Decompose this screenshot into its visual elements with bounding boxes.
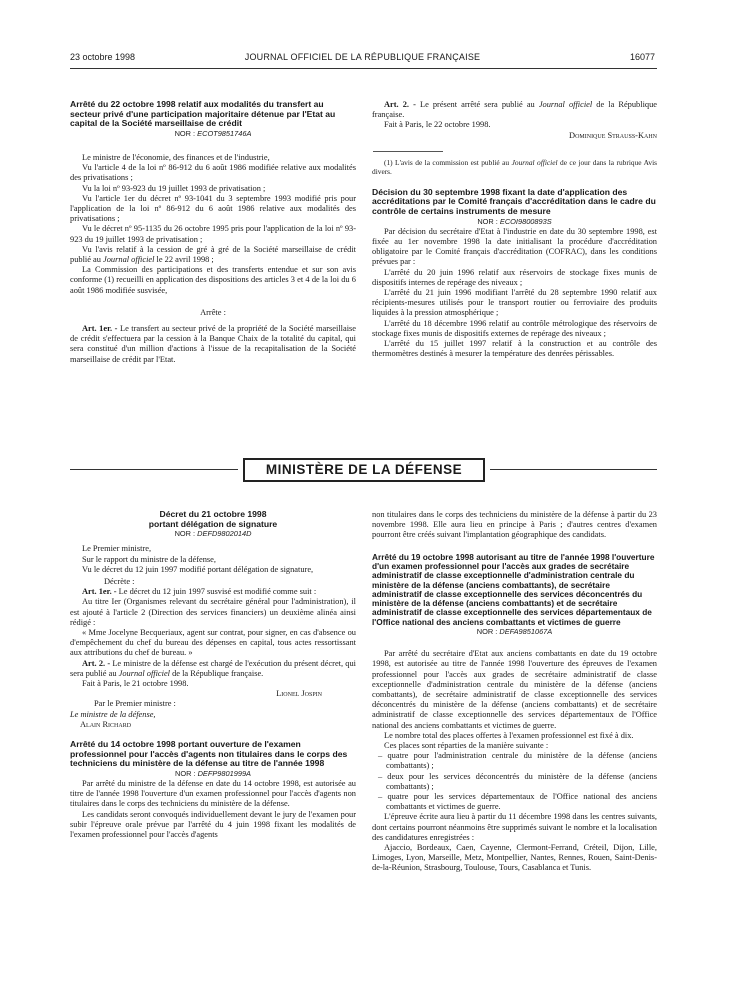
list-item: – quatre pour les services départementaux de l'Office national des anciens combattants et victimes de guerre. [378,792,657,812]
para: L'arrêté du 18 décembre 1996 relatif au contrôle métrologique des réservoirs de stockage fixes munis de dispositifs externes de repérage des niveaux ; [372,318,657,338]
arrete-privatisation [70,100,356,365]
fait-a-paris: Fait à Paris, le 21 octobre 1998. [82,679,189,689]
decret-title-line2: portant délégation de signature [148,518,278,529]
para: Le Premier ministre, [82,544,152,554]
arrete-label: Arrête : [200,307,226,317]
para: « Mme Jocelyne Becqueriaux, agent sur contrat, pour signer, en cas d'absence ou d'empêchement du chef du bureau des dépenses en capital, tous actes ressortissant aux attributions du chef de bureau. » [70,628,356,658]
arrete-secretaire-title: Arrêté du 19 octobre 1998 autorisant au titre de l'année 1998 l'ouverture d'un examen professionnel pour l'accès aux grades de secrétaire administratif de classe exceptionnelle d'administration centrale du ministère de la défense (anciens combattants), de secrétaire administratif de classe exceptionnelle des services déconcentrés du ministère de la défense (anciens combattants) et de secrétaire administratif de classe exceptionnelle des services départementaux de l'Office national des anciens combattants et victimes de guerre [372,551,655,627]
para: Vu la loi nº 93-923 du 19 juillet 1993 de privatisation ; [82,183,266,193]
para: Vu l'avis relatif à la cession de gré à gré de la Société marseillaise de crédit publié au Journal officiel le 22 avril 1998 ; [70,244,356,265]
header-rule [70,68,657,69]
page-header [70,52,655,68]
arrete-privatisation-nor: NOR : ECOT9851746A [174,128,252,138]
arrete-privatisation-title: Arrêté du 22 octobre 1998 relatif aux modalités du transfert au secteur privé d'une participation majoritaire détenue par l'Etat au capital de la Société marseillaise de crédit [70,99,336,129]
header-date: 23 octobre 1998 [70,52,136,62]
decret-nor: NOR : DEFD9802014D [174,529,252,539]
para: non titulaires dans le corps des techniciens du ministère de la défense à partir du 23 novembre 1998. Elle aura lieu en principe à Paris ; d'autres centres d'examen pourront être créés suivant l'implantation géographique des candidats. [372,510,657,540]
para: Par arrêté du ministre de la défense en date du 14 octobre 1998, est autorisée au titre de l'année 1998 l'ouverture d'un examen professionnel pour l'accès d'agents non titulaires dans le corps des techniciens du ministère de la défense. [70,779,356,809]
para: Vu l'article 4 de la loi nº 86-912 du 6 août 1986 modifiée relative aux modalités des privatisations ; [70,163,356,183]
para: La Commission des participations et des transferts entendue et sur son avis conforme (1) recueilli en application des dispositions des articles 3 et 4 de la loi du 6 août 1986 modifiée susvisée, [70,265,356,295]
para: Ajaccio, Bordeaux, Caen, Cayenne, Clermont-Ferrand, Créteil, Dijon, Lille, Limoges, Lyon, Marseille, Metz, Montpellier, Nantes, Rennes, Rouen, Saint-Denis-de-la-Réunion, Strasbourg, Toulouse, Tours, Casablanca et Tunis. [372,843,657,873]
ministry-rule-left [70,469,238,470]
list-item: – deux pour les services déconcentrés du ministère de la défense (anciens combattants) ; [378,771,657,791]
par-le-premier-ministre: Par le Premier ministre : [94,699,176,709]
ministry-rule-right [490,469,657,470]
para: L'arrêté du 20 juin 1996 relatif aux réservoirs de stockage fixes munis de dispositifs internes de repérage des niveaux ; [372,267,657,287]
arrete-techniciens-title: Arrêté du 14 octobre 1998 portant ouverture de l'examen professionnel pour l'accès d'agents non titulaires dans le corps des techniciens du ministère de la défense au titre de l'année 1998 [70,739,348,769]
bottom-left-column [70,510,356,840]
minister-name: Alain Richard [80,719,132,729]
para: Vu l'article 1er du décret nº 93-1041 du 3 septembre 1993 modifié pris pour l'application de la loi nº 86-912 du 6 août 1986 relative aux modalités des privatisations ; [70,193,356,224]
header-journal-title: JOURNAL OFFICIEL DE LA RÉPUBLIQUE FRANÇAISE [244,52,481,62]
signature: Lionel Jospin [276,689,322,699]
minister-title: Le ministre de la défense, [70,709,156,719]
fait-a-paris: Fait à Paris, le 22 octobre 1998. [384,120,491,130]
para: L'arrêté du 21 juin 1996 modifiant l'arrêté du 28 septembre 1990 relatif aux récipients-mesures utilisés pour le transport routier ou ferroviaire des produits liquides à la pression atmosphérique ; [372,288,657,318]
decision-cofrac-title: Décision du 30 septembre 1998 fixant la date d'application des accréditations par le Comité français d'accréditation dans le cadre du contrôle de certains instruments de mesure [372,186,656,216]
footnote-rule [373,141,443,152]
para: Ces places sont réparties de la manière suivante : [384,741,549,751]
article-2: Art. 2. - Le ministre de la défense est chargé de l'exécution du présent décret, qui sera publié au Journal officiel de la République française. [70,658,357,678]
footnote: (1) L'avis de la commission est publié au Journal officiel de ce jour dans la rubrique Avis divers. [372,157,657,176]
para: Vu le décret nº 95-1135 du 26 octobre 1995 pris pour l'application de la loi nº 93-923 du 19 juillet 1993 de privatisation ; [70,224,356,244]
decrete-label: Décrète : [104,577,135,586]
decision-cofrac-nor: NOR : ECOI9800893S [477,216,552,226]
signature: Dominique Strauss-Kahn [569,130,657,140]
top-right-column [372,100,657,359]
para: Sur le rapport du ministre de la défense, [82,554,216,564]
article-2: Art. 2. - Le présent arrêté sera publié au Journal officiel de la République française. [372,100,657,120]
para: L'épreuve écrite aura lieu à partir du 11 décembre 1998 dans les centres suivants, dont certains pourront néanmoins être supprimés suivant le nombre et la localisation des candidatures enregistrées : [372,812,657,842]
bottom-right-column [372,510,657,874]
para: Au titre Ier (Organismes relevant du secrétaire général pour l'administration), il est ajouté à l'article 2 (Direction des services financiers) un deuxième alinéa ainsi rédigé : [70,597,356,627]
decret-title-line1: Décret du 21 octobre 1998 [159,509,267,519]
para: L'arrêté du 15 juillet 1997 relatif à la construction et au contrôle des thermomètres destinés à mesurer la température des denrées périssables. [372,339,657,359]
arrete-techniciens-nor: NOR : DEFP9801999A [174,768,251,778]
article-1: Art. 1er. - Le transfert au secteur privé de la propriété de la Société marseillaise de crédit s'effectuera par la cession à la Banque Chaix de la totalité du capital, qui sera constitué d'un million d'actions à l'issue de la recapitalisation de la Société marseillaise de crédit par l'Etat. [70,324,356,364]
para: Les candidats seront convoqués individuellement devant le jury de l'examen pour subir l'épreuve orale prévue par l'arrêté du 4 juin 1998 fixant les modalités de l'examen professionnel pour l'accès d'agents [70,809,356,840]
arrete-secretaire-nor: NOR : DEFA9851067A [476,626,553,636]
list-item: – quatre pour l'administration centrale du ministère de la défense (anciens combattants) ; [378,751,657,771]
article-1: Art. 1er. - Le décret du 12 juin 1997 susvisé est modifié comme suit : [82,587,317,597]
para: Par arrêté du secrétaire d'Etat aux anciens combattants en date du 19 octobre 1998, est autorisée au titre de l'année 1998 l'ouverture des épreuves de l'examen professionnel pour l'accès aux grades de secrétaire administratif de classe exceptionnelle d'administration centrale du ministère de la défense (anciens combattants), de secrétaire administratif de classe exceptionnelle des services déconcentrés du ministère de la défense (anciens combattants) et de secrétaire administratif de classe exceptionnelle des services départementaux de l'Office national des anciens combattants et victimes de guerre. [372,649,657,730]
para: Vu le décret du 12 juin 1997 modifié portant délégation de signature, [82,564,314,574]
header-page-number: 16077 [629,52,655,62]
para: Le ministre de l'économie, des finances et de l'industrie, [82,152,270,162]
para: Le nombre total des places offertes à l'examen professionnel est fixé à dix. [384,730,634,740]
ministry-banner: MINISTÈRE DE LA DÉFENSE [243,458,485,482]
para: Par décision du secrétaire d'Etat à l'industrie en date du 30 septembre 1998, est fixée au 1er novembre 1998 la date initialisant la procédure d'accréditation obligatoire par le Comité français d'accréditation (COFRAC), dans les conditions prévues par : [372,226,657,267]
